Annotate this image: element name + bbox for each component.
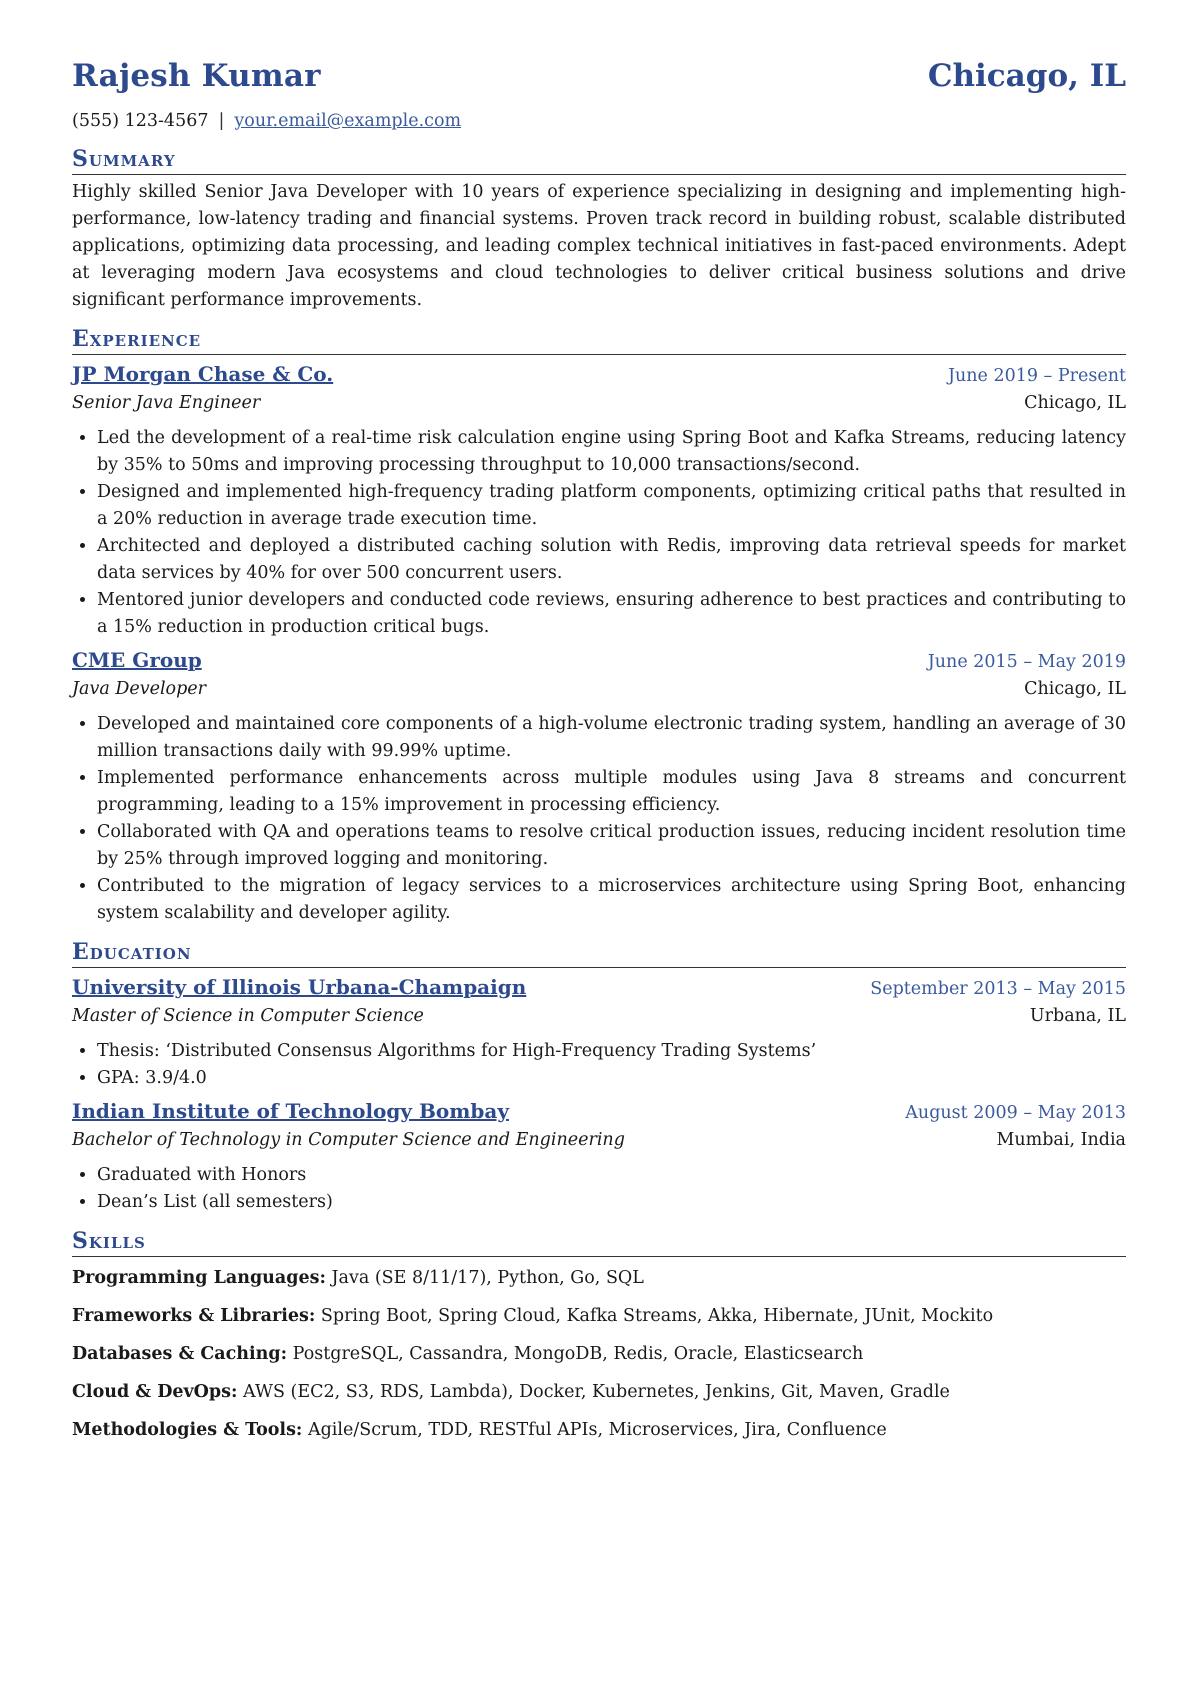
skill-row xyxy=(72,1261,1126,1299)
degree: Bachelor of Technology in Computer Science and Engineering xyxy=(72,1130,625,1150)
skills-list xyxy=(72,1261,1126,1451)
school-location: Urbana, IL xyxy=(1029,1006,1126,1026)
header xyxy=(72,58,1126,102)
school-link[interactable]: University of Illinois Urbana-Champaign xyxy=(72,975,527,999)
bullet-item: • GPA: 3.9/4.0 xyxy=(97,1065,1126,1092)
job-title: Java Developer xyxy=(72,679,207,699)
bullet-item: • Architected and deployed a distributed caching solution with Redis, improving data retrieval speeds for market data services by 40% for over 500 concurrent users. xyxy=(97,533,1126,587)
job-dates: June 2019 – Present xyxy=(947,366,1126,386)
skill-value: Java (SE 8/11/17), Python, Go, SQL xyxy=(325,1268,644,1288)
skill-label: Databases & Caching: xyxy=(72,1344,288,1364)
education-entry xyxy=(72,1096,1126,1216)
header-location: Chicago, IL xyxy=(927,58,1126,94)
education-entry xyxy=(72,972,1126,1092)
education-bullets xyxy=(72,1162,1126,1216)
school-link[interactable]: Indian Institute of Technology Bombay xyxy=(72,1099,509,1123)
school-dates: August 2009 – May 2013 xyxy=(905,1103,1126,1123)
bullet-item: • Led the development of a real-time risk calculation engine using Spring Boot and Kafka Streams, reducing latency by 35% to 50ms and improving processing throughput to 10,000 transactions/second. xyxy=(97,425,1126,479)
bullet-item: • Contributed to the migration of legacy services to a microservices architecture using Spring Boot, enhancing system scalability and developer agility. xyxy=(97,873,1126,927)
company-link[interactable]: CME Group xyxy=(72,648,202,672)
skill-label: Methodologies & Tools: xyxy=(72,1420,303,1440)
candidate-name: Rajesh Kumar xyxy=(72,58,321,94)
skill-row xyxy=(72,1299,1126,1337)
contact-separator: | xyxy=(218,111,225,131)
job-dates: June 2015 – May 2019 xyxy=(927,652,1126,672)
skill-label: Frameworks & Libraries: xyxy=(72,1306,316,1326)
skill-value: PostgreSQL, Cassandra, MongoDB, Redis, Oracle, Elasticsearch xyxy=(287,1344,864,1364)
bullet-item: • Implemented performance enhancements across multiple modules using Java 8 streams and concurrent programming, leading to a 15% improvement in processing efficiency. xyxy=(97,765,1126,819)
resume-page xyxy=(72,58,1126,1451)
job-entry xyxy=(72,359,1126,641)
company-link[interactable]: JP Morgan Chase & Co. xyxy=(72,362,334,386)
skill-label: Cloud & DevOps: xyxy=(72,1382,238,1402)
job-entry xyxy=(72,645,1126,927)
bullet-item: • Thesis: ‘Distributed Consensus Algorithms for High-Frequency Trading Systems’ xyxy=(97,1038,1126,1065)
skill-label: Programming Languages: xyxy=(72,1268,326,1288)
contact-line xyxy=(72,108,1126,134)
degree: Master of Science in Computer Science xyxy=(72,1006,424,1026)
bullet-item: • Designed and implemented high-frequency trading platform components, optimizing critical paths that resulted in a 20% reduction in average trade execution time. xyxy=(97,479,1126,533)
summary-text: Highly skilled Senior Java Developer with 10 years of experience specializing in designing and implementing high-performance, low-latency trading and financial systems. Proven track record in building robust, scalable distributed applications, optimizing data processing, and leading complex technical initiatives in fast-paced environments. Adept at leveraging modern Java ecosystems and cloud technologies to deliver critical business solutions and drive significant performance improvements. xyxy=(72,182,1126,310)
bullet-item: • Dean’s List (all semesters) xyxy=(97,1189,1126,1216)
school-location: Mumbai, India xyxy=(996,1130,1126,1150)
skill-value: Agile/Scrum, TDD, RESTful APIs, Microservices, Jira, Confluence xyxy=(302,1420,887,1440)
skill-row xyxy=(72,1375,1126,1413)
school-dates: September 2013 – May 2015 xyxy=(870,979,1126,999)
skill-value: AWS (EC2, S3, RDS, Lambda), Docker, Kubernetes, Jenkins, Git, Maven, Gradle xyxy=(237,1382,950,1402)
skill-row xyxy=(72,1413,1126,1451)
summary-heading: Summary xyxy=(72,144,1126,175)
skill-value: Spring Boot, Spring Cloud, Kafka Streams, Akka, Hibernate, JUnit, Mockito xyxy=(315,1306,994,1326)
job-bullets xyxy=(72,711,1126,927)
bullet-item: • Collaborated with QA and operations teams to resolve critical production issues, reducing incident resolution time by 25% through improved logging and monitoring. xyxy=(97,819,1126,873)
phone-number: (555) 123-4567 xyxy=(72,111,209,131)
job-location: Chicago, IL xyxy=(1024,679,1126,699)
skills-heading: Skills xyxy=(72,1226,1126,1257)
skill-row xyxy=(72,1337,1126,1375)
bullet-item: • Graduated with Honors xyxy=(97,1162,1126,1189)
education-bullets xyxy=(72,1038,1126,1092)
email-link[interactable]: your.email@example.com xyxy=(234,111,462,131)
experience-heading: Experience xyxy=(72,324,1126,355)
education-heading: Education xyxy=(72,937,1126,968)
job-location: Chicago, IL xyxy=(1024,393,1126,413)
bullet-item: • Mentored junior developers and conducted code reviews, ensuring adherence to best practices and contributing to a 15% reduction in production critical bugs. xyxy=(97,587,1126,641)
job-bullets xyxy=(72,425,1126,641)
bullet-item: • Developed and maintained core components of a high-volume electronic trading system, handling an average of 30 million transactions daily with 99.99% uptime. xyxy=(97,711,1126,765)
job-title: Senior Java Engineer xyxy=(72,393,261,413)
